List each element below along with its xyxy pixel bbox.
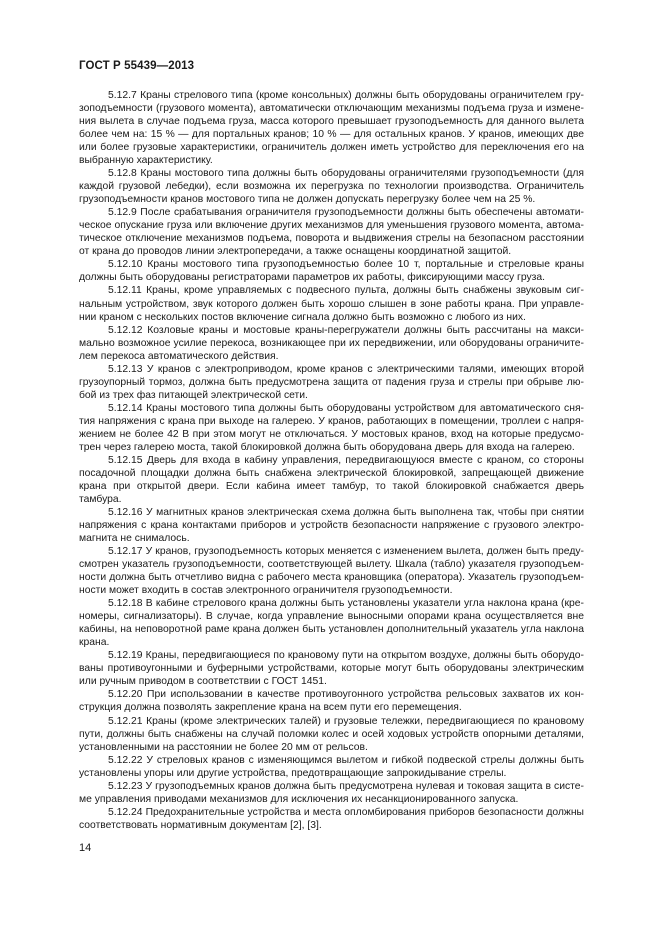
page-number: 14 <box>79 842 92 854</box>
paragraph-5-12-15: 5.12.15 Дверь для входа в кабину управления, передвигающуюся вместе с краном, со стороны посадочной площадки должна быть снабжена электрической блокировкой, запрещающей движение крана при открытой двери. Если кабина имеет тамбур, то такой блокировкой снабжается дверь тамбура. <box>79 454 584 505</box>
document-body <box>79 89 584 832</box>
paragraph-5-12-12: 5.12.12 Козловые краны и мостовые краны-перегружатели должны быть рассчитаны на максимально возможное усилие перекоса, возникающее при их передвижении, или оборудованы ограничителем перекоса автоматического действия. <box>79 324 584 362</box>
paragraph-5-12-17: 5.12.17 У кранов, грузоподъемность которых меняется с изменением вылета, должен быть предусмотрен указатель грузоподъемности, соответствующей вылету. Шкала (табло) указателя грузоподъемности должна быть отчетливо видна с рабочего места крановщика (оператора). Указатель грузоподъемности может входить в состав электронного ограничителя грузоподъемности. <box>79 546 584 597</box>
paragraph-5-12-19: 5.12.19 Краны, передвигающиеся по крановому пути на открытом воздухе, должны быть оборудованы противоугонными и буферными устройствами, которые могут быть оборудованы электрическим или ручным приводом в соответствии с ГОСТ 1451. <box>79 650 584 688</box>
paragraph-5-12-24: 5.12.24 Предохранительные устройства и места опломбирования приборов безопасности должны соответствовать нормативным документам [2], [3]. <box>79 806 584 831</box>
paragraph-5-12-13: 5.12.13 У кранов с электроприводом, кроме кранов с электрическими талями, имеющих второй грузоупорный тормоз, должна быть предусмотрена защита от падения груза и стрелы при обрыве любой из трех фаз питающей электрической сети. <box>79 363 584 401</box>
paragraph-5-12-10: 5.12.10 Краны мостового типа грузоподъемностью более 10 т, портальные и стреловые краны должны быть оборудованы регистраторами параметров их работы, фиксирующими массу груза. <box>79 259 584 284</box>
paragraph-5-12-18: 5.12.18 В кабине стрелового крана должны быть установлены указатели угла наклона крана (креномеры, сигнализаторы). В случае, когда управление выносными опорами крана осуществляется вне кабины, на неповоротной раме крана должен быть установлен дополнительный указатель угла наклона крана. <box>79 598 584 649</box>
paragraph-5-12-16: 5.12.16 У магнитных кранов электрическая схема должна быть выполнена так, чтобы при снятии напряжения с крана контактами приборов и устройств безопасности напряжение с грузового электромагнита не снималось. <box>79 507 584 545</box>
paragraph-5-12-11: 5.12.11 Краны, кроме управляемых с подвесного пульта, должны быть снабжены звуковым сигнальным устройством, звук которого должен быть хорошо слышен в зоне работы крана. При управлении краном с нескольких постов включение сигнала должно быть возможно с любого из них. <box>79 285 584 323</box>
paragraph-5-12-21: 5.12.21 Краны (кроме электрических талей) и грузовые тележки, передвигающиеся по крановому пути, должны быть снабжены на случай поломки колес и осей ходовых устройств опорными деталями, установленными на расстоянии не более 20 мм от рельсов. <box>79 715 584 753</box>
paragraph-5-12-8: 5.12.8 Краны мостового типа должны быть оборудованы ограничителями грузоподъемности (для каждой грузовой лебедки), если возможна их перегрузка по технологии производства. Ограничитель грузоподъемности кранов мостового типа не должен допускать перегрузку более чем на 25 %. <box>79 168 584 206</box>
paragraph-5-12-22: 5.12.22 У стреловых кранов с изменяющимся вылетом и гибкой подвеской стрелы должны быть установлены упоры или другие устройства, предотвращающие запрокидывание стрелы. <box>79 754 584 779</box>
page-header-standard-code: ГОСТ Р 55439—2013 <box>79 60 195 72</box>
paragraph-5-12-9: 5.12.9 После срабатывания ограничителя грузоподъемности должны быть обеспечены автоматическое опускание груза или включение других механизмов для уменьшения грузового момента, автоматическое отключение механизмов подъема, поворота и выдвижения стрелы на безопасном расстоянии от крана до проводов линии электропередачи, а также оснащены координатной защитой. <box>79 207 584 258</box>
paragraph-5-12-14: 5.12.14 Краны мостового типа должны быть оборудованы устройством для автоматического снятия напряжения с крана при выходе на галерею. У кранов, работающих в помещении, троллеи с напряжением не более 42 В при этом могут не отключаться. У мостовых кранов, вход на которые предусмотрен через галерею моста, такой блокировкой должна быть оборудована дверь для входа на галерею. <box>79 402 584 453</box>
paragraph-5-12-20: 5.12.20 При использовании в качестве противоугонного устройства рельсовых захватов их конструкция должна позволять закрепление крана на всем пути его перемещения. <box>79 689 584 714</box>
paragraph-5-12-7: 5.12.7 Краны стрелового типа (кроме консольных) должны быть оборудованы ограничителем грузоподъемности (грузового момента), автоматически отключающим механизмы подъема груза и изменения вылета в случае подъема груза, масса которого превышает грузоподъемность для данного вылета более чем на: 15 % — для портальных кранов; 10 % — для остальных кранов. У кранов, имеющих две или более грузовые характеристики, ограничитель должен иметь устройство для переключения его на выбранную характеристику. <box>79 90 584 167</box>
paragraph-5-12-23: 5.12.23 У грузоподъемных кранов должна быть предусмотрена нулевая и токовая защита в системе управления приводами механизмов для исключения их несанкционированного запуска. <box>79 780 584 805</box>
